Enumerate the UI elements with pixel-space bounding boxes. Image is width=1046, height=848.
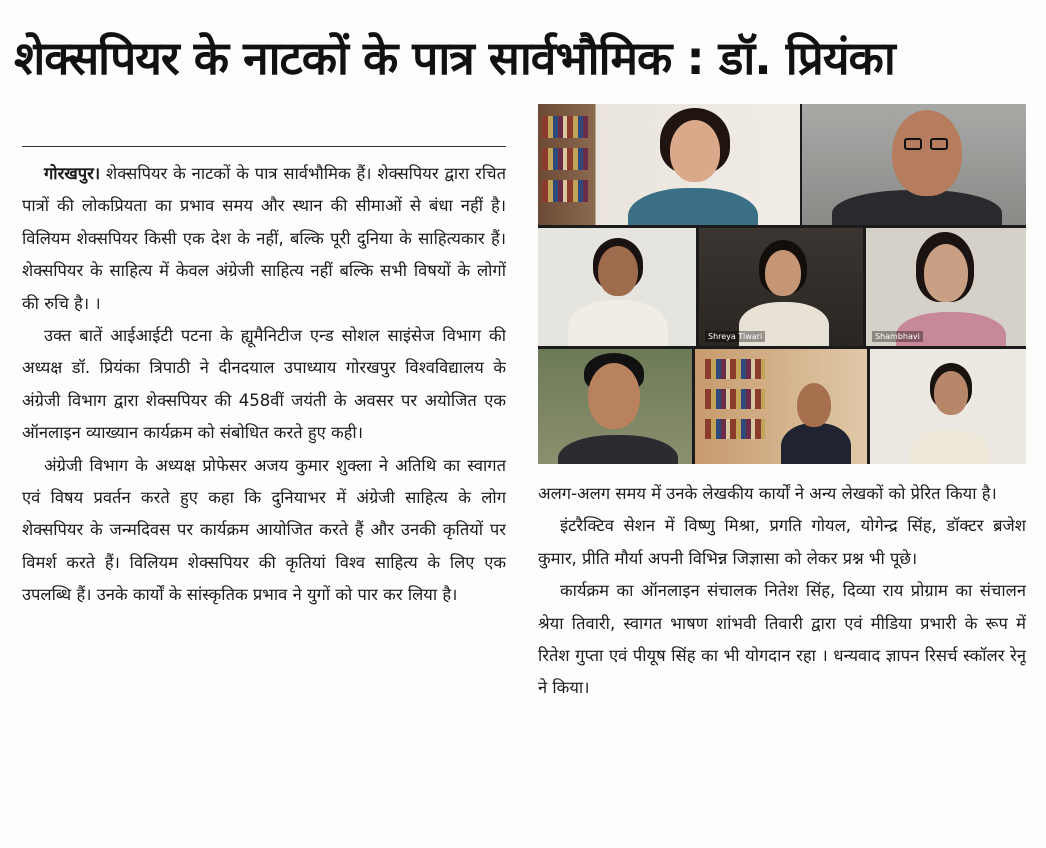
participant-tile xyxy=(538,228,696,346)
article-paragraph: अंग्रेजी विभाग के अध्यक्ष प्रोफेसर अजय कुमार शुक्ला ने अतिथि का स्वागत एवं विषय प्रवर्तन करते हुए कहा कि दुनियाभर में अंग्रेजी साहित्य के लोग शेक्सपियर के जन्मदिवस पर कार्यक्रम आयोजित करते हैं और उनकी कृतियों पर विमर्श करते हैं। विलियम शेक्सपियर की कृतियां विश्व साहित्य के लिए एक उपलब्धि हैं। उनके कार्यों के सांस्कृतिक प्रभाव ने युगों को पार कर लिया है। xyxy=(22,455,506,605)
video-call-screenshot xyxy=(538,104,1026,464)
column-rule xyxy=(22,146,506,147)
participant-name-label: Shambhavi xyxy=(872,331,923,342)
headline: शेक्सपियर के नाटकों के पात्र सार्वभौमिक : डॉ. प्रियंका xyxy=(14,31,895,85)
participant-tile xyxy=(802,104,1026,225)
participant-tile xyxy=(866,228,1026,346)
participant-tile xyxy=(870,349,1026,464)
participant-name-label: Shreya Tiwari xyxy=(705,331,765,342)
article-paragraph: इंटरैक्टिव सेशन में विष्णु मिश्रा, प्रगति गोयल, योगेन्द्र सिंह, डॉक्टर ब्रजेश कुमार, प्रीति मौर्या अपनी विभिन्न जिज्ञासा को लेकर प्रश्न भी पूछे। xyxy=(538,516,1026,568)
paragraph-text: शेक्सपियर के नाटकों के पात्र सार्वभौमिक हैं। शेक्सपियर द्वारा रचित पात्रों की लोकप्रियता का प्रभाव समय और स्थान की सीमाओं से बंधा नहीं है। विलियम शेक्सपियर किसी एक देश के नहीं, बल्कि पूरी दुनिया के साहित्यकार हैं। शेक्सपियर के साहित्य में केवल अंग्रेजी साहित्य नहीं बल्कि सभी विषयों के लोगों की रुचि है। । xyxy=(22,164,506,313)
dateline: गोरखपुर। xyxy=(44,164,101,183)
article-column-right xyxy=(538,478,1026,838)
participant-tile xyxy=(538,349,692,464)
participant-tile xyxy=(695,349,867,464)
article-column-left xyxy=(22,158,506,838)
article-paragraph: उक्त बातें आईआईटी पटना के ह्यूमैनिटीज एन्ड सोशल साइंसेज विभाग की अध्यक्ष डॉ. प्रियंका त्रिपाठी ने दीनदयाल उपाध्याय गोरखपुर विश्वविद्यालय के अंग्रेजी विभाग द्वारा शेक्सपियर की 458वीं जयंती के अवसर पर अयोजित एक ऑनलाइन व्याख्यान कार्यक्रम को संबोधित करते हुए कही। xyxy=(22,326,506,443)
article-paragraph: अलग-अलग समय में उनके लेखकीय कार्यों ने अन्य लेखकों को प्रेरित किया है। xyxy=(538,484,997,503)
article-paragraph xyxy=(22,158,506,320)
participant-tile xyxy=(699,228,863,346)
article-paragraph: कार्यक्रम का ऑनलाइन संचालक नितेश सिंह, दिव्या राय प्रोग्राम का संचालन श्रेया तिवारी, स्वागत भाषण शांभवी तिवारी द्वारा एवं मीडिया प्रभारी के रूप में रितेश गुप्ता एवं पीयूष सिंह का भी योगदान रहा । धन्यवाद ज्ञापन रिसर्च स्कॉलर रेनू ने किया। xyxy=(538,581,1026,698)
participant-tile xyxy=(538,104,800,225)
